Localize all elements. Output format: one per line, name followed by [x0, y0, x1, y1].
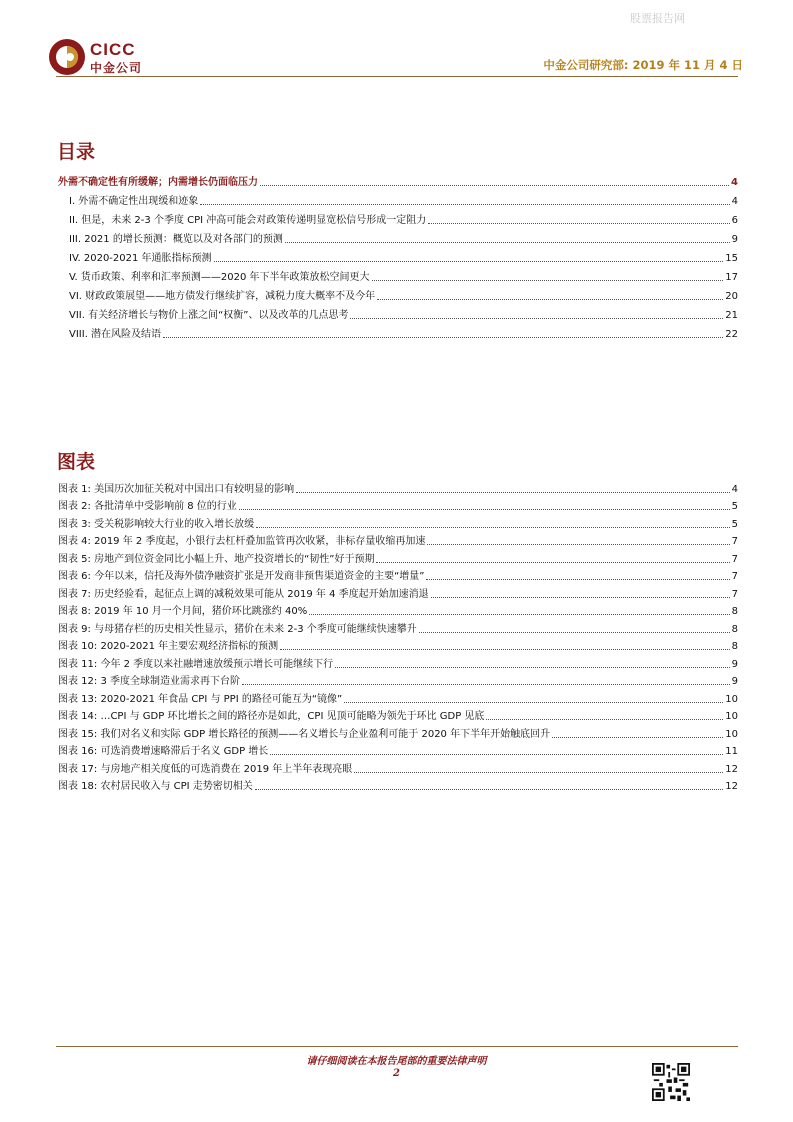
toc-entry-page: 17: [725, 272, 738, 283]
figure-entry-page: 5: [731, 501, 738, 512]
toc-entry[interactable]: [58, 170, 738, 189]
figure-entry-page: 8: [731, 641, 738, 652]
figure-entry-label: 图表 1: 美国历次加征关税对中国出口有较明显的影响: [58, 483, 295, 495]
toc-entry[interactable]: [58, 265, 738, 284]
figure-entry[interactable]: [58, 583, 738, 601]
figure-entry-label: 图表 17: 与房地产相关度低的可选消费在 2019 年上半年表现亮眼: [58, 763, 353, 775]
figure-entry-label: 图表 2: 各批清单中受影响前 8 位的行业: [58, 501, 237, 512]
dot-leader: [427, 544, 729, 545]
dot-leader: [428, 223, 729, 224]
toc-entry-page: 4: [731, 177, 738, 188]
figure-entry-label: 图表 16: 可选消费增速略滞后于名义 GDP 增长: [58, 746, 269, 757]
figure-entry[interactable]: [58, 671, 738, 689]
figure-entry-label: 图表 11: 今年 2 季度以来社融增速放缓预示增长可能继续下行: [58, 658, 334, 670]
figure-entry-label: 图表 9: 与母猪存栏的历史相关性显示，猪价在未来 2-3 个季度可能继续快速攀升: [58, 623, 417, 635]
figure-entry-page: 8: [731, 623, 738, 635]
dot-leader: [163, 337, 723, 338]
figure-entry-label: 图表 12: 3 季度全球制造业需求再下台阶: [58, 676, 240, 687]
figure-entry-page: 12: [725, 763, 738, 775]
footer-divider: [56, 1046, 738, 1047]
logo-text-en: CICC: [90, 40, 136, 59]
figure-entry-label: 图表 6: 今年以来，信托及海外债净融资扩张是开发商非预售渠道资金的主要“增量”: [58, 571, 425, 582]
dot-leader: [486, 719, 723, 720]
figures-list: [58, 478, 738, 793]
toc-entry[interactable]: [58, 246, 738, 265]
figure-entry-page: 4: [731, 483, 738, 495]
dot-leader: [239, 509, 730, 510]
dot-leader: [309, 614, 729, 615]
logo-text-cn: 中金公司: [90, 61, 143, 75]
toc-entry[interactable]: [58, 303, 738, 322]
figure-entry-label: 图表 7: 历史经验看，起征点上调的减税效果可能从 2019 年 4 季度起开始加速消退: [58, 588, 429, 600]
toc-entry-label: 外需不确定性有所缓解；内需增长仍面临压力: [58, 177, 258, 188]
toc-entry[interactable]: [58, 284, 738, 303]
dot-leader: [372, 280, 724, 281]
figure-entry[interactable]: [58, 548, 738, 566]
figures-title: 图表: [57, 451, 96, 473]
toc-entry-label: VI. 财政政策展望——地方债发行继续扩容，减税力度大概率不及今年: [69, 291, 376, 302]
figure-entry[interactable]: [58, 496, 738, 514]
cicc-logo: [48, 38, 158, 78]
figure-entry[interactable]: [58, 723, 738, 741]
footer-legal-note: 请仔细阅读在本报告尾部的重要法律声明: [306, 1056, 487, 1067]
dot-leader: [344, 702, 723, 703]
toc-entry-page: 4: [731, 196, 738, 207]
figure-entry-page: 10: [725, 728, 738, 740]
figure-entry-page: 9: [731, 676, 738, 687]
toc-entry-label: II. 但是，未来 2-3 个季度 CPI 冲高可能会对政策传递明显宽松信号形成一定阻力: [69, 215, 427, 226]
toc-entry-page: 22: [725, 329, 738, 340]
dot-leader: [280, 649, 729, 650]
dot-leader: [285, 242, 730, 243]
figure-entry[interactable]: [58, 531, 738, 549]
figure-entry-page: 11: [725, 746, 738, 757]
figure-entry[interactable]: [58, 618, 738, 636]
figure-entry-page: 7: [731, 536, 738, 547]
header-date: 中金公司研究部: 2019 年 11 月 4 日: [543, 58, 743, 72]
dot-leader: [255, 789, 723, 790]
toc-entry-label: III. 2021 的增长预测：概览以及对各部门的预测: [69, 234, 283, 245]
toc-entry-page: 15: [725, 253, 738, 264]
figure-entry-page: 10: [725, 693, 738, 705]
figure-entry-page: 7: [731, 571, 738, 582]
toc-entry[interactable]: [58, 208, 738, 227]
toc-entry-label: IV. 2020-2021 年通胀指标预测: [69, 253, 212, 264]
page-number: 2: [393, 1068, 400, 1079]
figure-entry[interactable]: [58, 776, 738, 794]
figure-entry-page: 8: [731, 606, 738, 617]
figure-entry-page: 10: [725, 711, 738, 722]
toc-entry[interactable]: [58, 189, 738, 208]
toc-entry-label: VIII. 潜在风险及结语: [69, 329, 162, 340]
dot-leader: [376, 562, 729, 563]
figure-entry-label: 图表 5: 房地产到位资金同比小幅上升、地产投资增长的“韧性”好于预期: [58, 553, 375, 565]
figure-entry-label: 图表 14: …CPI 与 GDP 环比增长之间的路径亦是如此，CPI 见顶可能略为领先于环比 GDP 见底: [58, 711, 485, 722]
figure-entry-label: 图表 3: 受关税影响较大行业的收入增长放缓: [58, 518, 255, 530]
toc-list: [58, 170, 738, 341]
toc-entry-label: I. 外需不确定性出现缓和迹象: [69, 196, 199, 207]
figure-entry-page: 12: [725, 781, 738, 792]
figure-entry[interactable]: [58, 601, 738, 619]
figure-entry-label: 图表 15: 我们对名义和实际 GDP 增长路径的预测——名义增长与企业盈利可能于 2020 年下半年开始触底回升: [58, 728, 551, 740]
watermark: 股票报告网: [630, 12, 685, 25]
dot-leader: [214, 261, 724, 262]
dot-leader: [377, 299, 723, 300]
figure-entry[interactable]: [58, 478, 738, 496]
figure-entry[interactable]: [58, 636, 738, 654]
dot-leader: [552, 737, 723, 738]
dot-leader: [419, 632, 730, 633]
dot-leader: [426, 579, 729, 580]
toc-title: 目录: [57, 141, 96, 163]
toc-entry-label: V. 货币政策、利率和汇率预测——2020 年下半年政策放松空间更大: [69, 272, 370, 283]
dot-leader: [200, 204, 729, 205]
dot-leader: [260, 185, 729, 186]
toc-entry-page: 21: [725, 310, 738, 321]
cicc-logo-icon: [48, 38, 86, 76]
figure-entry[interactable]: [58, 566, 738, 584]
dot-leader: [242, 684, 730, 685]
dot-leader: [350, 318, 723, 319]
figure-entry[interactable]: [58, 653, 738, 671]
dot-leader: [431, 597, 730, 598]
toc-entry-page: 6: [731, 215, 738, 226]
figure-entry-label: 图表 10: 2020-2021 年主要宏观经济指标的预测: [58, 641, 279, 652]
toc-entry-label: VII. 有关经济增长与物价上涨之间“权衡”、以及改革的几点思考: [69, 310, 349, 321]
figure-entry-page: 9: [731, 658, 738, 670]
toc-entry-page: 20: [725, 291, 738, 302]
figure-entry-page: 5: [731, 518, 738, 530]
figure-entry[interactable]: [58, 688, 738, 706]
toc-entry[interactable]: [58, 227, 738, 246]
figure-entry-label: 图表 4: 2019 年 2 季度起，小银行去杠杆叠加监管再次收紧，非标存量收缩再加速: [58, 536, 426, 547]
figure-entry-label: 图表 8: 2019 年 10 月一个月间，猪价环比跳涨约 40%: [58, 606, 308, 617]
toc-entry[interactable]: [58, 322, 738, 341]
dot-leader: [256, 527, 730, 528]
figure-entry-page: 7: [731, 588, 738, 600]
toc-entry-page: 9: [731, 234, 738, 245]
figure-entry-label: 图表 18: 农村居民收入与 CPI 走势密切相关: [58, 781, 253, 792]
figure-entry[interactable]: [58, 513, 738, 531]
figure-entry[interactable]: [58, 706, 738, 724]
figure-entry-page: 7: [731, 553, 738, 565]
dot-leader: [335, 667, 729, 668]
figure-entry[interactable]: [58, 758, 738, 776]
figure-entry[interactable]: [58, 741, 738, 759]
header-divider: [56, 76, 738, 77]
qr-code-icon: [652, 1063, 690, 1101]
figure-entry-label: 图表 13: 2020-2021 年食品 CPI 与 PPI 的路径可能互为“镜像”: [58, 693, 343, 705]
dot-leader: [296, 492, 730, 493]
dot-leader: [354, 772, 723, 773]
dot-leader: [270, 754, 723, 755]
